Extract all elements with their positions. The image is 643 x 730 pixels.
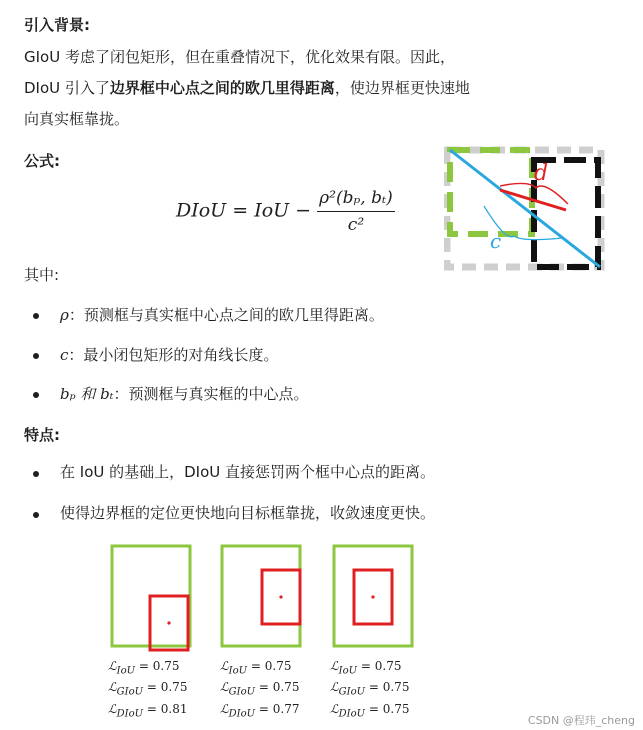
where-heading: 其中:: [24, 266, 60, 284]
feature-item-2: 使得边界框的定位更快地向目标框靠拢，收敛速度更快。: [60, 504, 436, 522]
formula-fraction: [317, 188, 395, 235]
loss-diou: ℒ$_{DIoU}$ = 0.81: [108, 701, 188, 720]
comparison-panel-2: [222, 546, 300, 646]
loss-giou: ℒ$_{GIoU}$ = 0.75: [330, 680, 410, 698]
where-item-c: [60, 344, 278, 365]
intro-line-2-bold: 边界框中心点之间的欧几里得距离: [109, 79, 335, 97]
diagonal-c-line: [450, 150, 600, 267]
loss-values-panel-1: [108, 658, 187, 722]
comparison-panel-1: [112, 546, 190, 650]
diou-illustration: [444, 146, 606, 272]
loss-values-panel-2: [220, 658, 299, 722]
features-heading: 特点:: [24, 426, 60, 444]
center-dot: [279, 595, 282, 598]
loss-diou: ℒ$_{DIoU}$ = 0.77: [220, 701, 300, 720]
where-item-symbol: c: [60, 346, 69, 364]
bullet: [33, 392, 39, 398]
loss-giou: ℒ$_{GIoU}$ = 0.75: [220, 680, 300, 698]
loss-diou-value: 0.81: [160, 701, 188, 716]
loss-diou: ℒ$_{DIoU}$ = 0.75: [330, 701, 410, 720]
loss-iou-value: 0.75: [264, 659, 292, 673]
intro-line-3: 向真实框靠拢。: [24, 110, 130, 128]
intro-heading: 引入背景:: [24, 16, 90, 34]
label-c: c: [490, 229, 502, 253]
where-item-symbol: ρ: [60, 306, 69, 324]
loss-giou-value: 0.75: [382, 680, 410, 695]
where-item-symbol: bₚ 和 bₜ: [60, 385, 114, 403]
loss-giou-value: 0.75: [272, 680, 300, 695]
feature-item-1: 在 IoU 的基础上，DIoU 直接惩罚两个框中心点的距离。: [60, 463, 436, 481]
intro-line-2-suffix: ，使边界框更快速地: [334, 79, 470, 97]
loss-giou-value: 0.75: [160, 680, 188, 695]
loss-iou-value: 0.75: [374, 659, 402, 673]
intro-line-1: GIoU 考虑了闭包矩形，但在重叠情况下，优化效果有限。因此，: [24, 48, 455, 66]
watermark: CSDN @程玮_cheng: [527, 714, 635, 727]
intro-line-2-prefix: DIoU 引入了: [24, 79, 110, 97]
loss-giou: ℒ$_{GIoU}$ = 0.75: [108, 680, 188, 698]
where-item-text: ：预测框与真实框中心点之间的欧几里得距离。: [68, 306, 384, 324]
loss-iou: ℒ$_{IoU}$ = 0.75: [220, 659, 292, 677]
loss-iou: ℒ$_{IoU}$ = 0.75: [330, 659, 402, 677]
where-item-centers: [60, 383, 308, 404]
bullet: [33, 512, 39, 518]
loss-iou-value: 0.75: [152, 659, 180, 673]
formula-denominator: c²: [347, 215, 365, 235]
center-dot: [371, 595, 374, 598]
intro-line-2: [24, 75, 470, 101]
formula-numerator: ρ²(bₚ, bₜ): [317, 188, 395, 212]
bullet: [33, 313, 39, 319]
label-d: d: [534, 161, 549, 186]
bullet: [33, 353, 39, 359]
where-item-text: ：预测框与真实框的中心点。: [113, 385, 309, 403]
loss-values-panel-3: [330, 658, 409, 722]
loss-iou: ℒ$_{IoU}$ = 0.75: [108, 659, 180, 677]
where-item-rho: [60, 304, 384, 325]
formula-lhs: DIoU = IoU −: [176, 199, 312, 222]
where-item-text: ：最小闭包矩形的对角线长度。: [68, 346, 279, 364]
center-dot: [167, 621, 170, 624]
loss-diou-value: 0.77: [272, 701, 300, 716]
diou-formula: [176, 188, 395, 235]
comparison-panel-3: [334, 546, 412, 646]
bullet: [33, 471, 39, 477]
formula-heading: 公式:: [24, 152, 60, 170]
loss-diou-value: 0.75: [382, 701, 410, 716]
green-box: [450, 150, 532, 234]
